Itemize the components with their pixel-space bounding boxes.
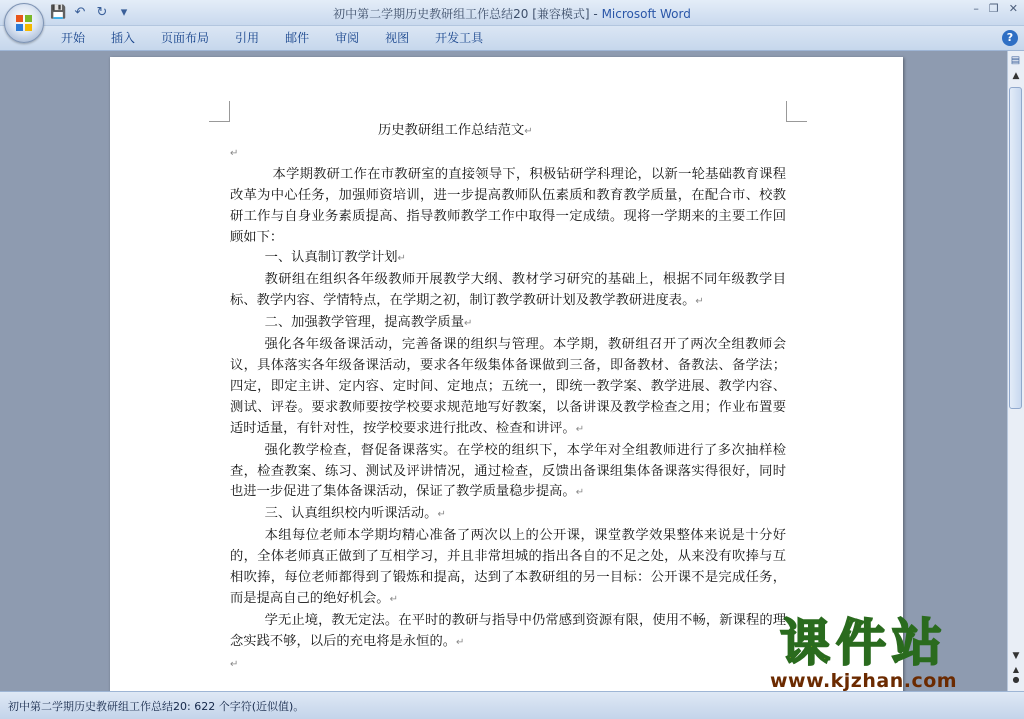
paragraph: 本学期教研工作在市教研室的直接领导下，积极钻研学科理论，以新一轮基础教育课程改革为中心任务，加强师资培训，进一步提高教师队伍素质和教育教学质量，在配合市、校教研工作与自身业务素质提高、指导教师教学工作中取得一定成绩。现将一学期来的主要工作回顾如下： (230, 166, 786, 245)
title-separator: - (589, 7, 602, 21)
document-page[interactable] (110, 57, 903, 691)
tab-mailings[interactable]: 邮件 (285, 31, 310, 45)
office-button[interactable] (4, 3, 44, 43)
window-title (0, 5, 1024, 22)
ribbon (0, 26, 1024, 51)
document-body[interactable] (230, 121, 786, 676)
previous-page-icon[interactable]: ▲ (1012, 665, 1020, 674)
margin-corner-top-left (209, 101, 230, 122)
tab-review[interactable]: 审阅 (335, 31, 360, 45)
ribbon-tabs (48, 30, 496, 46)
undo-icon[interactable]: ↶ (74, 5, 86, 20)
help-button[interactable]: ? (1002, 30, 1018, 46)
watermark-title: 课件站 (780, 614, 948, 672)
margin-corner-top-right (786, 101, 807, 122)
paragraph: 强化各年级备课活动，完善备课的组织与管理。本学期，教研组召开了两次全组教师会议，具体落实各年级备课活动，要求各年级集体备课做到三备，即备教材、备教法、备学法；四定，即定主讲、定内容、定时间、定地点；五统一，即统一教学案、教学进展、教学内容、测试、评卷。要求教师要按学校要求规范地写好教案，以备讲课及教学检查之用；作业布置要适时适量，有针对性，按学校要求进行批改、检查和讲评。↵ (230, 337, 786, 436)
scroll-down-icon[interactable]: ▼ (1012, 651, 1020, 661)
scroll-up-icon[interactable]: ▲ (1012, 71, 1020, 81)
minimize-button[interactable]: – (973, 2, 979, 15)
document-workspace (0, 51, 1008, 691)
ruler-toggle-icon[interactable]: ▤ (1010, 55, 1021, 66)
app-name: Microsoft Word (601, 7, 691, 21)
redo-icon[interactable]: ↻ (96, 5, 108, 20)
section-heading: 二、加强教学管理，提高教学质量↵ (264, 315, 473, 331)
tab-insert[interactable]: 插入 (111, 31, 136, 45)
office-logo-icon (14, 13, 34, 33)
tab-references[interactable]: 引用 (235, 31, 260, 45)
paragraph: 学无止境，教无定法。在平时的教研与指导中仍常感到资源有限，使用不畅，新课程的理念实践不够，以后的充电将是永恒的。↵ (230, 612, 786, 649)
paragraph: 本组每位老师本学期均精心准备了两次以上的公开课，课堂教学效果整体来说是十分好的，全体老师真正做到了互相学习，并且非常坦城的指出各自的不足之处，从来没有吹捧与互相吹捧，每位老师都得到了锻炼和提高，达到了本教研组的另一目标：公开课不是完成任务，而是提高自己的绝好机会。↵ (230, 528, 786, 606)
vertical-scrollbar[interactable] (1007, 51, 1024, 691)
site-watermark (768, 615, 1008, 691)
watermark-url: www.kjzhan.com (770, 670, 958, 692)
document-name: 初中第二学期历史教研组工作总结20 [兼容模式] (333, 7, 590, 21)
window-controls (973, 2, 1018, 15)
scroll-thumb[interactable] (1009, 87, 1022, 409)
section-heading: 三、认真组织校内听课活动。↵ (264, 506, 446, 522)
document-title: 历史教研组工作总结范文↵ (378, 123, 533, 138)
tab-view[interactable]: 视图 (385, 31, 410, 45)
restore-button[interactable]: ❐ (988, 2, 999, 15)
tab-page-layout[interactable]: 页面布局 (161, 31, 210, 45)
status-bar (0, 691, 1024, 719)
status-word-count[interactable]: 初中第二学期历史教研组工作总结20: 622 个字符(近似值)。 (8, 700, 305, 713)
section-heading: 一、认真制订教学计划↵ (264, 250, 406, 266)
tab-home[interactable]: 开始 (61, 31, 86, 45)
tab-developer[interactable]: 开发工具 (435, 31, 484, 45)
select-browse-object-icon[interactable]: ● (1012, 675, 1020, 684)
title-bar (0, 0, 1024, 26)
save-icon[interactable]: 💾 (50, 5, 67, 20)
empty-paragraph: ↵ (230, 147, 239, 159)
customize-qat-icon[interactable]: ▾ (120, 5, 128, 20)
empty-paragraph: ↵ (230, 658, 239, 670)
paragraph: 强化教学检查，督促备课落实。在学校的组织下，本学年对全组教师进行了多次抽样检查，检查教案、练习、测试及评讲情况，通过检查，反馈出备课组集体备课落实得很好，同时也进一步促进了集体备课活动，保证了教学质量稳步提高。↵ (230, 442, 786, 500)
paragraph: 教研组在组织各年级教师开展教学大纲、教材学习研究的基础上，根据不同年级教学目标、教学内容、学情特点，在学期之初，制订教学教研计划及教学教研进度表。↵ (230, 272, 786, 309)
close-button[interactable]: ✕ (1008, 2, 1018, 15)
